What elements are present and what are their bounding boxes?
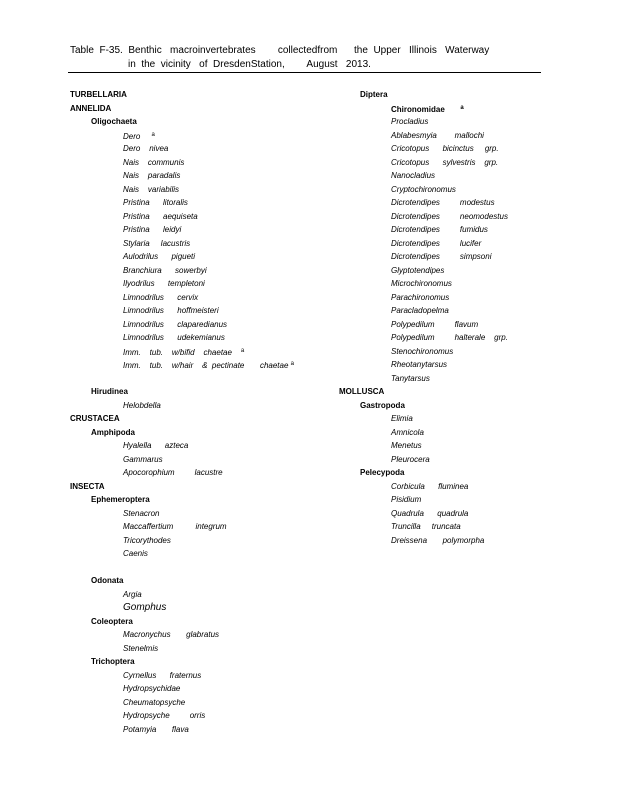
taxon-item: Maccaffertium integrum [123,522,227,531]
taxon-item: Pisidium [391,495,422,504]
taxon-item: Parachironomus [391,292,450,302]
taxon-item: Tanytarsus [391,373,430,383]
taxon-item: Pristina litoralis [123,198,188,207]
family-chironomidae: Chironomidae $^a$ [391,104,464,114]
taxon-item: Pleurocera [391,454,430,464]
taxon-item: Branchiura sowerbyi [123,265,207,275]
taxon-item: Nais communis [123,157,185,167]
taxon-item: Rheotanytarsus [391,360,448,369]
taxon-item: Hyalella azteca [123,441,189,450]
taxon-item: Caenis [123,549,148,558]
taxon-item: Elimia [391,414,413,423]
class-insecta: INSECTA [70,481,105,491]
taxon-item: Hydropsyche orris [123,711,206,720]
footnote-mark: a [151,131,155,138]
taxon-item: Procladius [391,117,429,126]
order-ephemeroptera: Ephemeroptera [91,495,150,504]
class-gastropoda: Gastropoda [360,400,405,410]
taxon-item: Imm. tub. w/bifid chaetae $^a$ [123,347,245,357]
taxon-item: Dreissena polymorpha [391,535,485,545]
class-hirudinea: Hirudinea [91,387,128,396]
taxon-item: Limnodrilus hoffmeisteri [123,306,219,315]
taxon-item: Pristina leidyi [123,225,182,234]
taxon-item: Stenochironomus [391,346,454,356]
taxon-item: Cryptochironomus [391,184,456,194]
taxon-item: Dero $^a$ [123,131,155,141]
phylum-annelida: ANNELIDA [70,103,112,113]
taxon-item: Truncilla truncata [391,522,461,531]
taxa-column-right [339,88,559,547]
caption-line-1: Table F-35. Benthic macroinvertebrates collectedfrom the Upper Illinois Waterway [70,45,490,56]
taxon-item: Dicrotendipes fumidus [391,225,488,234]
taxon-item: Pristina aequiseta [123,211,198,221]
phylum-turbellaria: TURBELLARIA [70,90,127,99]
taxon-item: Nais paradalis [123,171,181,180]
taxon-item: Imm. tub. w/hair & pectinate chaetae $^a$ [123,361,294,370]
taxon-item: Glyptotendipes [391,265,445,275]
taxon-item: Dicrotendipes lucifer [391,238,482,248]
footnote-mark: a [460,104,464,111]
taxon-item: Paracladopelma [391,306,449,315]
taxon-item: Amnicola [391,427,424,437]
taxon-item: Microchironomus [391,279,452,288]
taxon-item: Cyrnellus fraternus [123,670,202,680]
taxon-item: Corbicula fluminea [391,481,469,491]
class-pelecypoda: Pelecypoda [360,468,405,477]
phylum-mollusca: MOLLUSCA [339,387,385,396]
taxon-item: Cricotopus sylvestris grp. [391,157,499,167]
taxon-item: Quadrula quadrula [391,508,469,518]
taxon-item: Hydropsychidae [123,684,181,693]
taxon-item: Gammarus [123,454,163,464]
taxon-item: Potamyia flava [123,724,189,734]
taxon-item: Argia [123,589,142,599]
footnote-mark: a [290,361,294,367]
taxon-item: Tricorythodes [123,535,171,545]
taxon-item: Polypedilum flavum [391,319,479,329]
order-diptera: Diptera [360,90,388,99]
taxon-item: Dicrotendipes neomodestus [391,211,508,221]
taxon-item: Helobdella [123,400,161,410]
order-odonata: Odonata [91,576,124,585]
taxon-item: Menetus [391,441,422,450]
taxon-item: Dero nivea [123,144,169,153]
taxon-item: Cheumatopsyche [123,697,186,707]
caption-line-2: in the vicinity of DresdenStation, August 2013. [128,59,371,70]
taxon-item: Gomphus [123,602,167,613]
taxa-column-left [70,88,340,736]
order-trichoptera: Trichoptera [91,657,135,666]
footnote-mark: a [240,347,245,354]
taxon-item: Dicrotendipes modestus [391,198,495,207]
taxon-item: Apocorophium lacustre [123,468,223,477]
table-caption [70,44,540,72]
taxon-item: Ablabesmyia mallochi [391,130,484,140]
order-amphipoda: Amphipoda [91,427,135,437]
taxon-item: Limnodrilus cervix [123,292,199,302]
taxon-item: Stenelmis [123,643,159,653]
taxon-item: Aulodrilus pigueti [123,252,196,261]
header-rule [68,72,541,73]
taxon-item: Stylaria lacustris [123,238,191,248]
order-coleoptera: Coleoptera [91,616,133,626]
taxon-item: Macronychus glabratus [123,630,220,639]
taxon-item: Ilyodrilus templetoni [123,279,205,288]
taxon-item: Stenacron [123,508,160,518]
phylum-crustacea: CRUSTACEA [70,414,120,423]
taxon-item: Cricotopus bicinctus grp. [391,144,499,153]
taxon-item: Limnodrilus udekemianus [123,333,225,342]
taxon-item: Limnodrilus claparedianus [123,319,228,329]
taxon-item: Polypedilum halterale grp. [391,333,508,342]
taxon-item: Nais variabilis [123,184,180,194]
taxon-item: Dicrotendipes simpsoni [391,252,492,261]
class-oligochaeta: Oligochaeta [91,117,137,126]
taxon-item: Nanocladius [391,171,436,180]
